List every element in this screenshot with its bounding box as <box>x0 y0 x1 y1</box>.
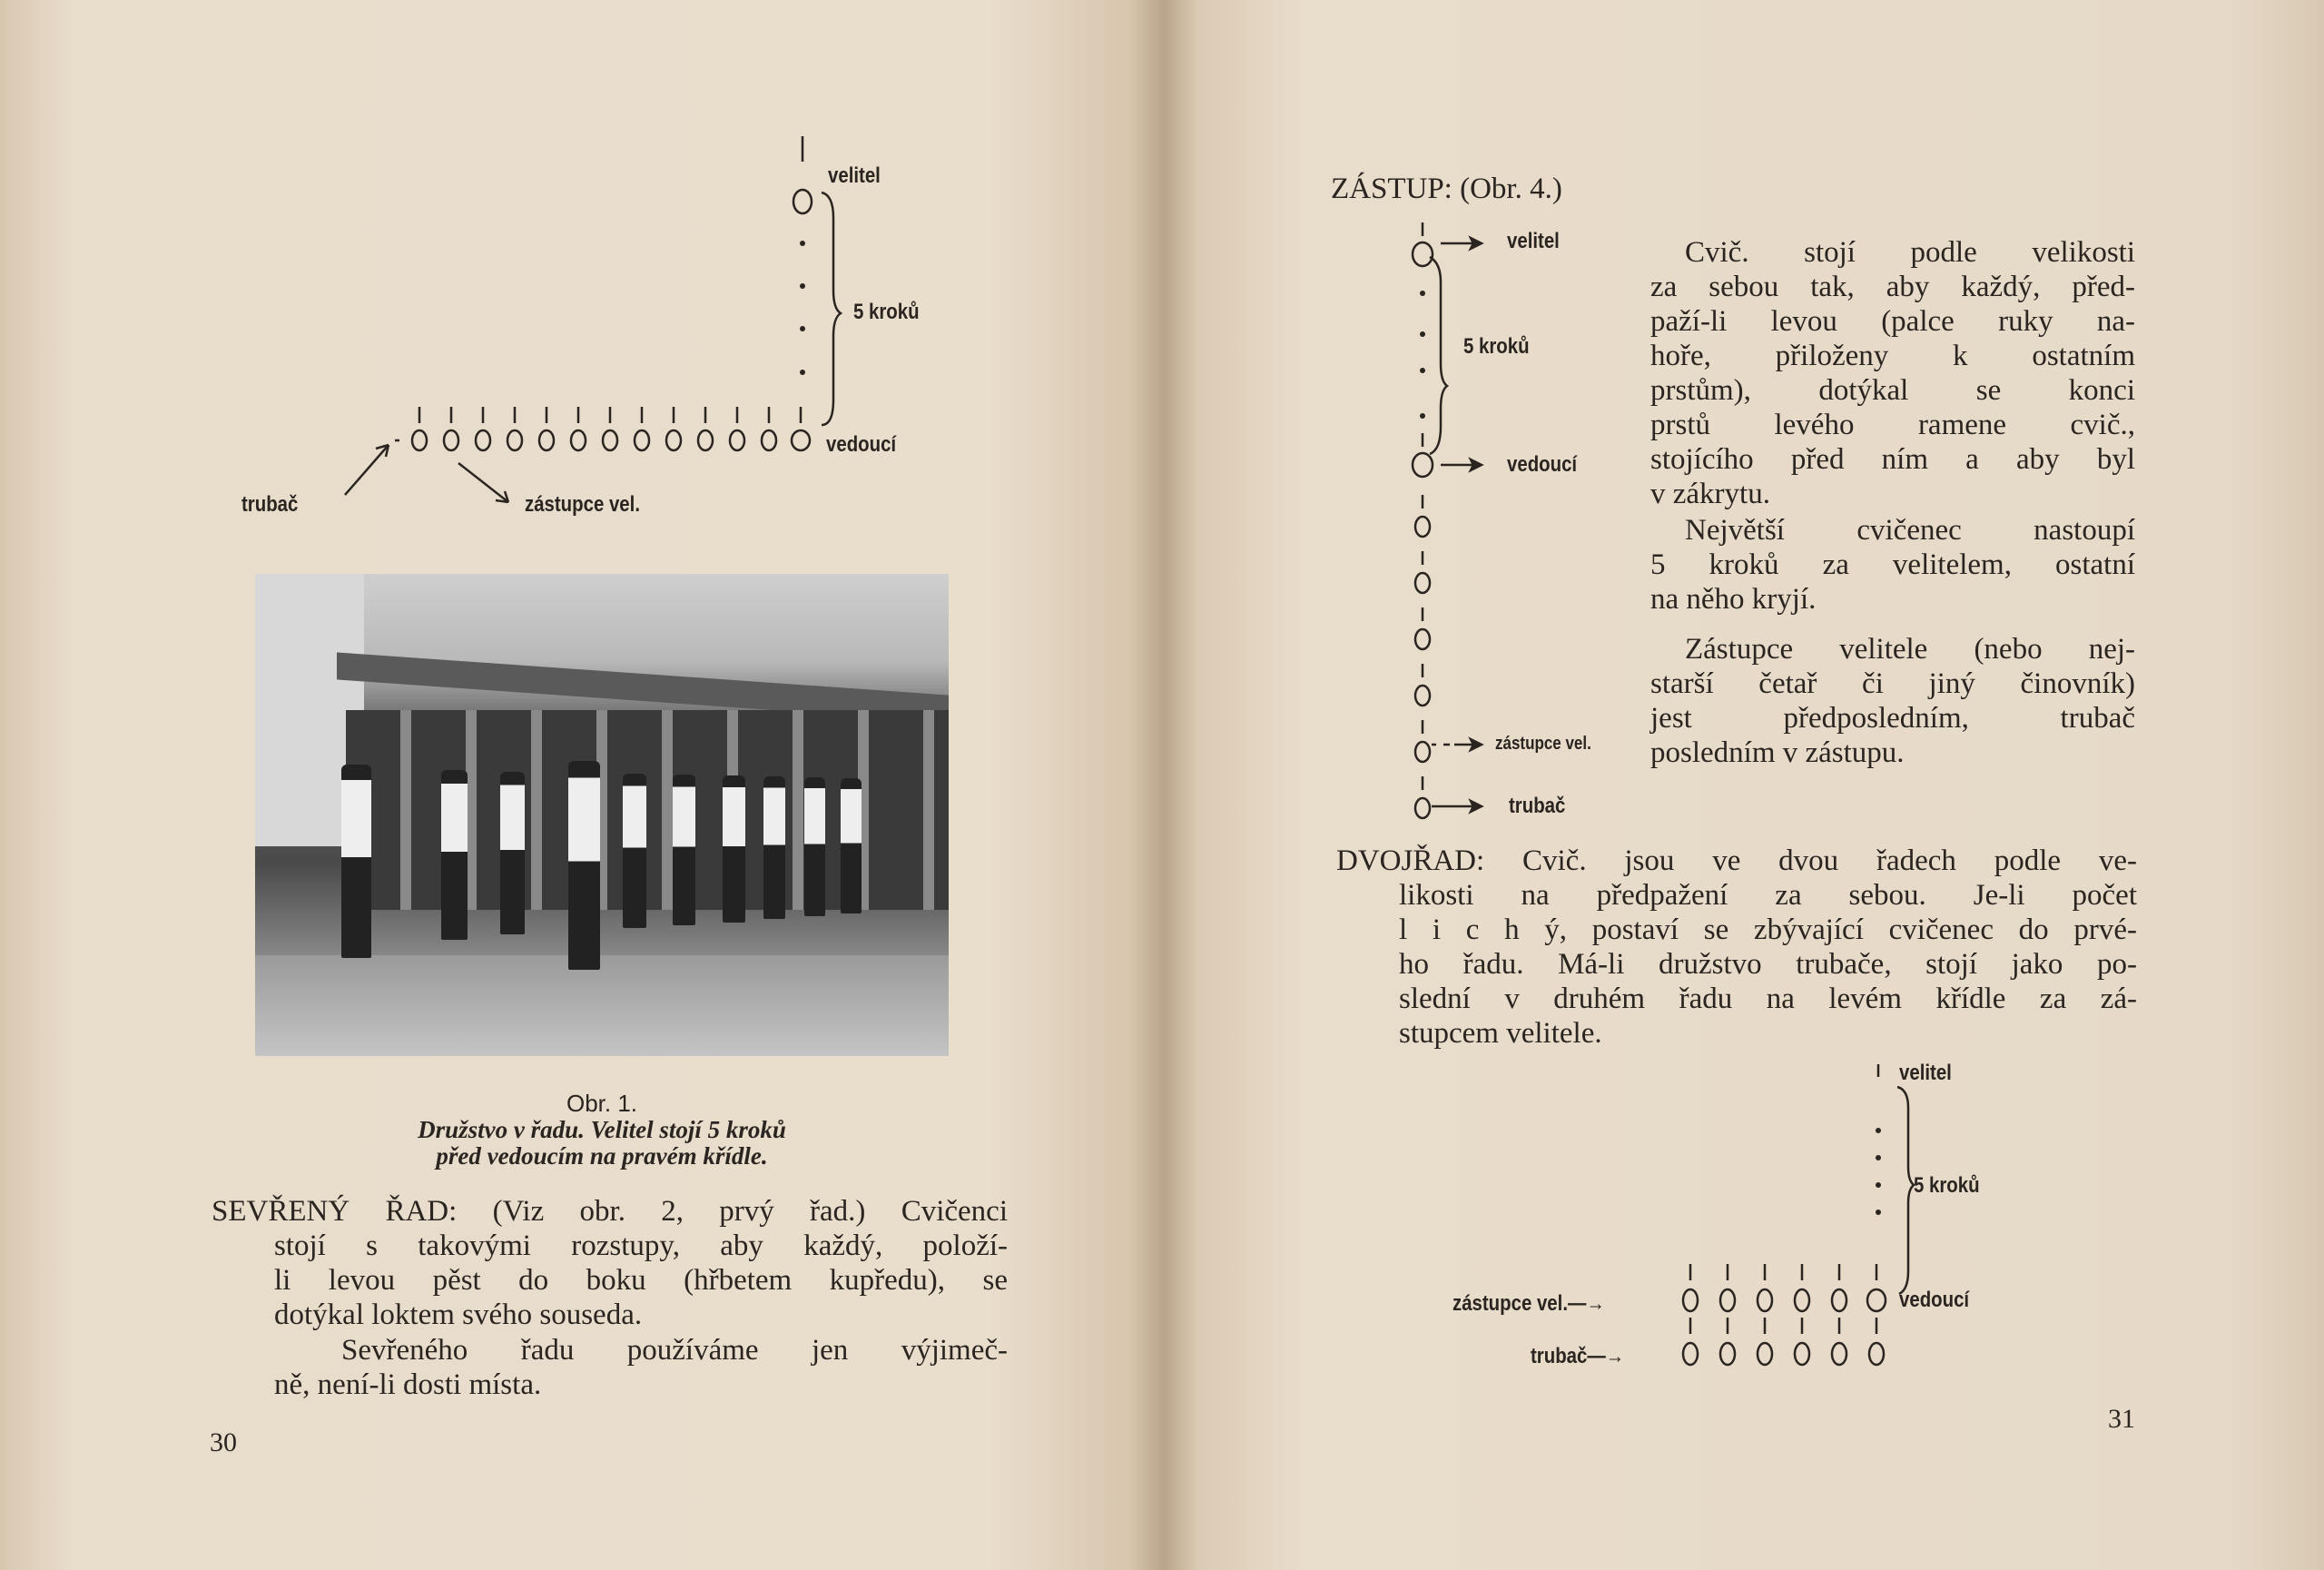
person-marker <box>1758 1289 1772 1311</box>
text-line: DVOJŘAD: Cvič. jsou ve dvou řadech podle ve- <box>1336 844 2137 877</box>
commander-label: velitel <box>828 163 881 188</box>
text-line: starší četař či jiný činovník) <box>1650 667 2135 700</box>
text-line: Sevřeného řadu používáme jen výjimeč- <box>341 1334 1008 1367</box>
person-marker <box>1867 1289 1886 1311</box>
person-marker <box>1832 1343 1846 1365</box>
figure-number: Obr. 1. <box>566 1090 638 1117</box>
text-line: dotýkal loktem svého souseda. <box>274 1298 643 1331</box>
text-line: stojícího před ním a aby byl <box>1650 443 2135 476</box>
text-line: Zástupce velitele (nebo nej- <box>1685 633 2135 666</box>
person-marker <box>539 430 554 450</box>
text-line: ně, není-li dosti místa. <box>274 1368 542 1401</box>
text-line: 5 kroků za velitelem, ostatní <box>1650 548 2135 581</box>
caption-line: před vedoucím na pravém křídle. <box>436 1142 768 1170</box>
person-marker <box>507 430 522 450</box>
soldier-figure <box>500 772 525 934</box>
squad-photo <box>255 574 949 1056</box>
soldier-figure <box>623 774 646 928</box>
steps-label: 5 kroků <box>853 300 920 324</box>
soldier-figure <box>441 770 468 940</box>
person-marker <box>476 430 490 450</box>
soldier-figure <box>804 777 825 916</box>
steps-label: 5 kroků <box>1914 1173 1980 1198</box>
person-marker <box>1720 1289 1735 1311</box>
trumpeter-label: trubač <box>1509 794 1566 818</box>
text-line: na něho kryjí. <box>1650 583 1817 616</box>
leader-label: vedoucí <box>1507 452 1578 477</box>
text-line: posledním v zástupu. <box>1650 736 1905 769</box>
person-marker <box>635 430 649 450</box>
section-closed-line-note <box>212 1333 1008 1402</box>
commander-label: velitel <box>1507 229 1560 253</box>
leader-label: vedoucí <box>1899 1288 1970 1312</box>
right-page <box>1164 0 2324 1570</box>
leader-label: vedoucí <box>826 432 897 457</box>
person-marker <box>1720 1343 1735 1365</box>
text-line: likosti na předpažení za sebou. Je-li počet <box>1399 879 2137 912</box>
text-line: paží-li levou (palce ruky na- <box>1650 305 2135 338</box>
text-line: prstů levého ramene cvič., <box>1650 409 2135 441</box>
trumpeter-label: trubač—→ <box>1531 1344 1625 1368</box>
steps-label: 5 kroků <box>1463 334 1530 359</box>
person-marker <box>444 430 458 450</box>
text-line: jest předposledním, trubač <box>1650 702 2135 735</box>
person-marker <box>698 430 713 450</box>
person-marker <box>1758 1343 1772 1365</box>
commander-label: velitel <box>1899 1061 1952 1085</box>
person-marker <box>730 430 744 450</box>
text-line: Největší cvičenec nastoupí <box>1685 514 2135 547</box>
line-formation-diagram <box>0 0 1164 563</box>
soldier-figure <box>568 761 600 970</box>
soldier-figure <box>841 778 862 914</box>
double-line-diagram <box>1164 0 2324 1570</box>
trumpeter-label: trubač <box>241 492 299 517</box>
deputy-label: zástupce vel. <box>1495 734 1591 754</box>
person-marker <box>1832 1289 1846 1311</box>
text-line: ho řadu. Má-li družstvo trubače, stojí jako po- <box>1399 948 2137 981</box>
person-marker <box>666 430 681 450</box>
person-marker <box>1795 1289 1809 1311</box>
person-marker <box>1869 1343 1884 1365</box>
text-line: slední v druhém řadu na levém křídle za zá- <box>1399 982 2137 1015</box>
text-line: l i c h ý, postaví se zbývající cvičenec do prvé- <box>1399 913 2137 946</box>
text-line: prstům), dotýkal se konci <box>1650 374 2135 407</box>
soldier-figure <box>341 765 371 958</box>
deputy-label: zástupce vel. <box>525 492 640 517</box>
figure-caption <box>255 1117 949 1170</box>
text-line: v zákrytu. <box>1650 478 1770 510</box>
person-marker <box>792 430 810 450</box>
text-line: stojí s takovými rozstupy, aby každý, položí- <box>274 1229 1008 1262</box>
deputy-label: zástupce vel.—→ <box>1452 1291 1605 1316</box>
person-marker <box>571 430 586 450</box>
person-marker <box>412 430 427 450</box>
text-line: stupcem velitele. <box>1399 1017 1602 1050</box>
text-line: li levou pěst do boku (hřbetem kupředu), se <box>274 1264 1008 1297</box>
soldier-figure <box>763 776 785 918</box>
soldier-figure <box>723 775 745 923</box>
section-closed-line <box>212 1194 1008 1332</box>
person-marker <box>1683 1289 1698 1311</box>
text-line: Cvič. stojí podle velikosti <box>1685 236 2135 269</box>
caption-line: Družstvo v řadu. Velitel stojí 5 kroků <box>418 1116 786 1143</box>
text-line: hoře, přiloženy k ostatním <box>1650 340 2135 372</box>
soldier-figure <box>673 775 695 926</box>
person-marker <box>1795 1343 1809 1365</box>
person-marker <box>762 430 776 450</box>
person-marker <box>1683 1343 1698 1365</box>
page-number: 30 <box>210 1427 237 1457</box>
zastup-heading: ZÁSTUP: (Obr. 4.) <box>1331 173 1562 205</box>
text-line: za sebou tak, aby každý, před- <box>1650 271 2135 303</box>
page-number: 31 <box>2108 1404 2135 1434</box>
person-marker <box>603 430 617 450</box>
text-line: SEVŘENÝ ŘAD: (Viz obr. 2, prvý řad.) Cvičenci <box>212 1195 1008 1228</box>
